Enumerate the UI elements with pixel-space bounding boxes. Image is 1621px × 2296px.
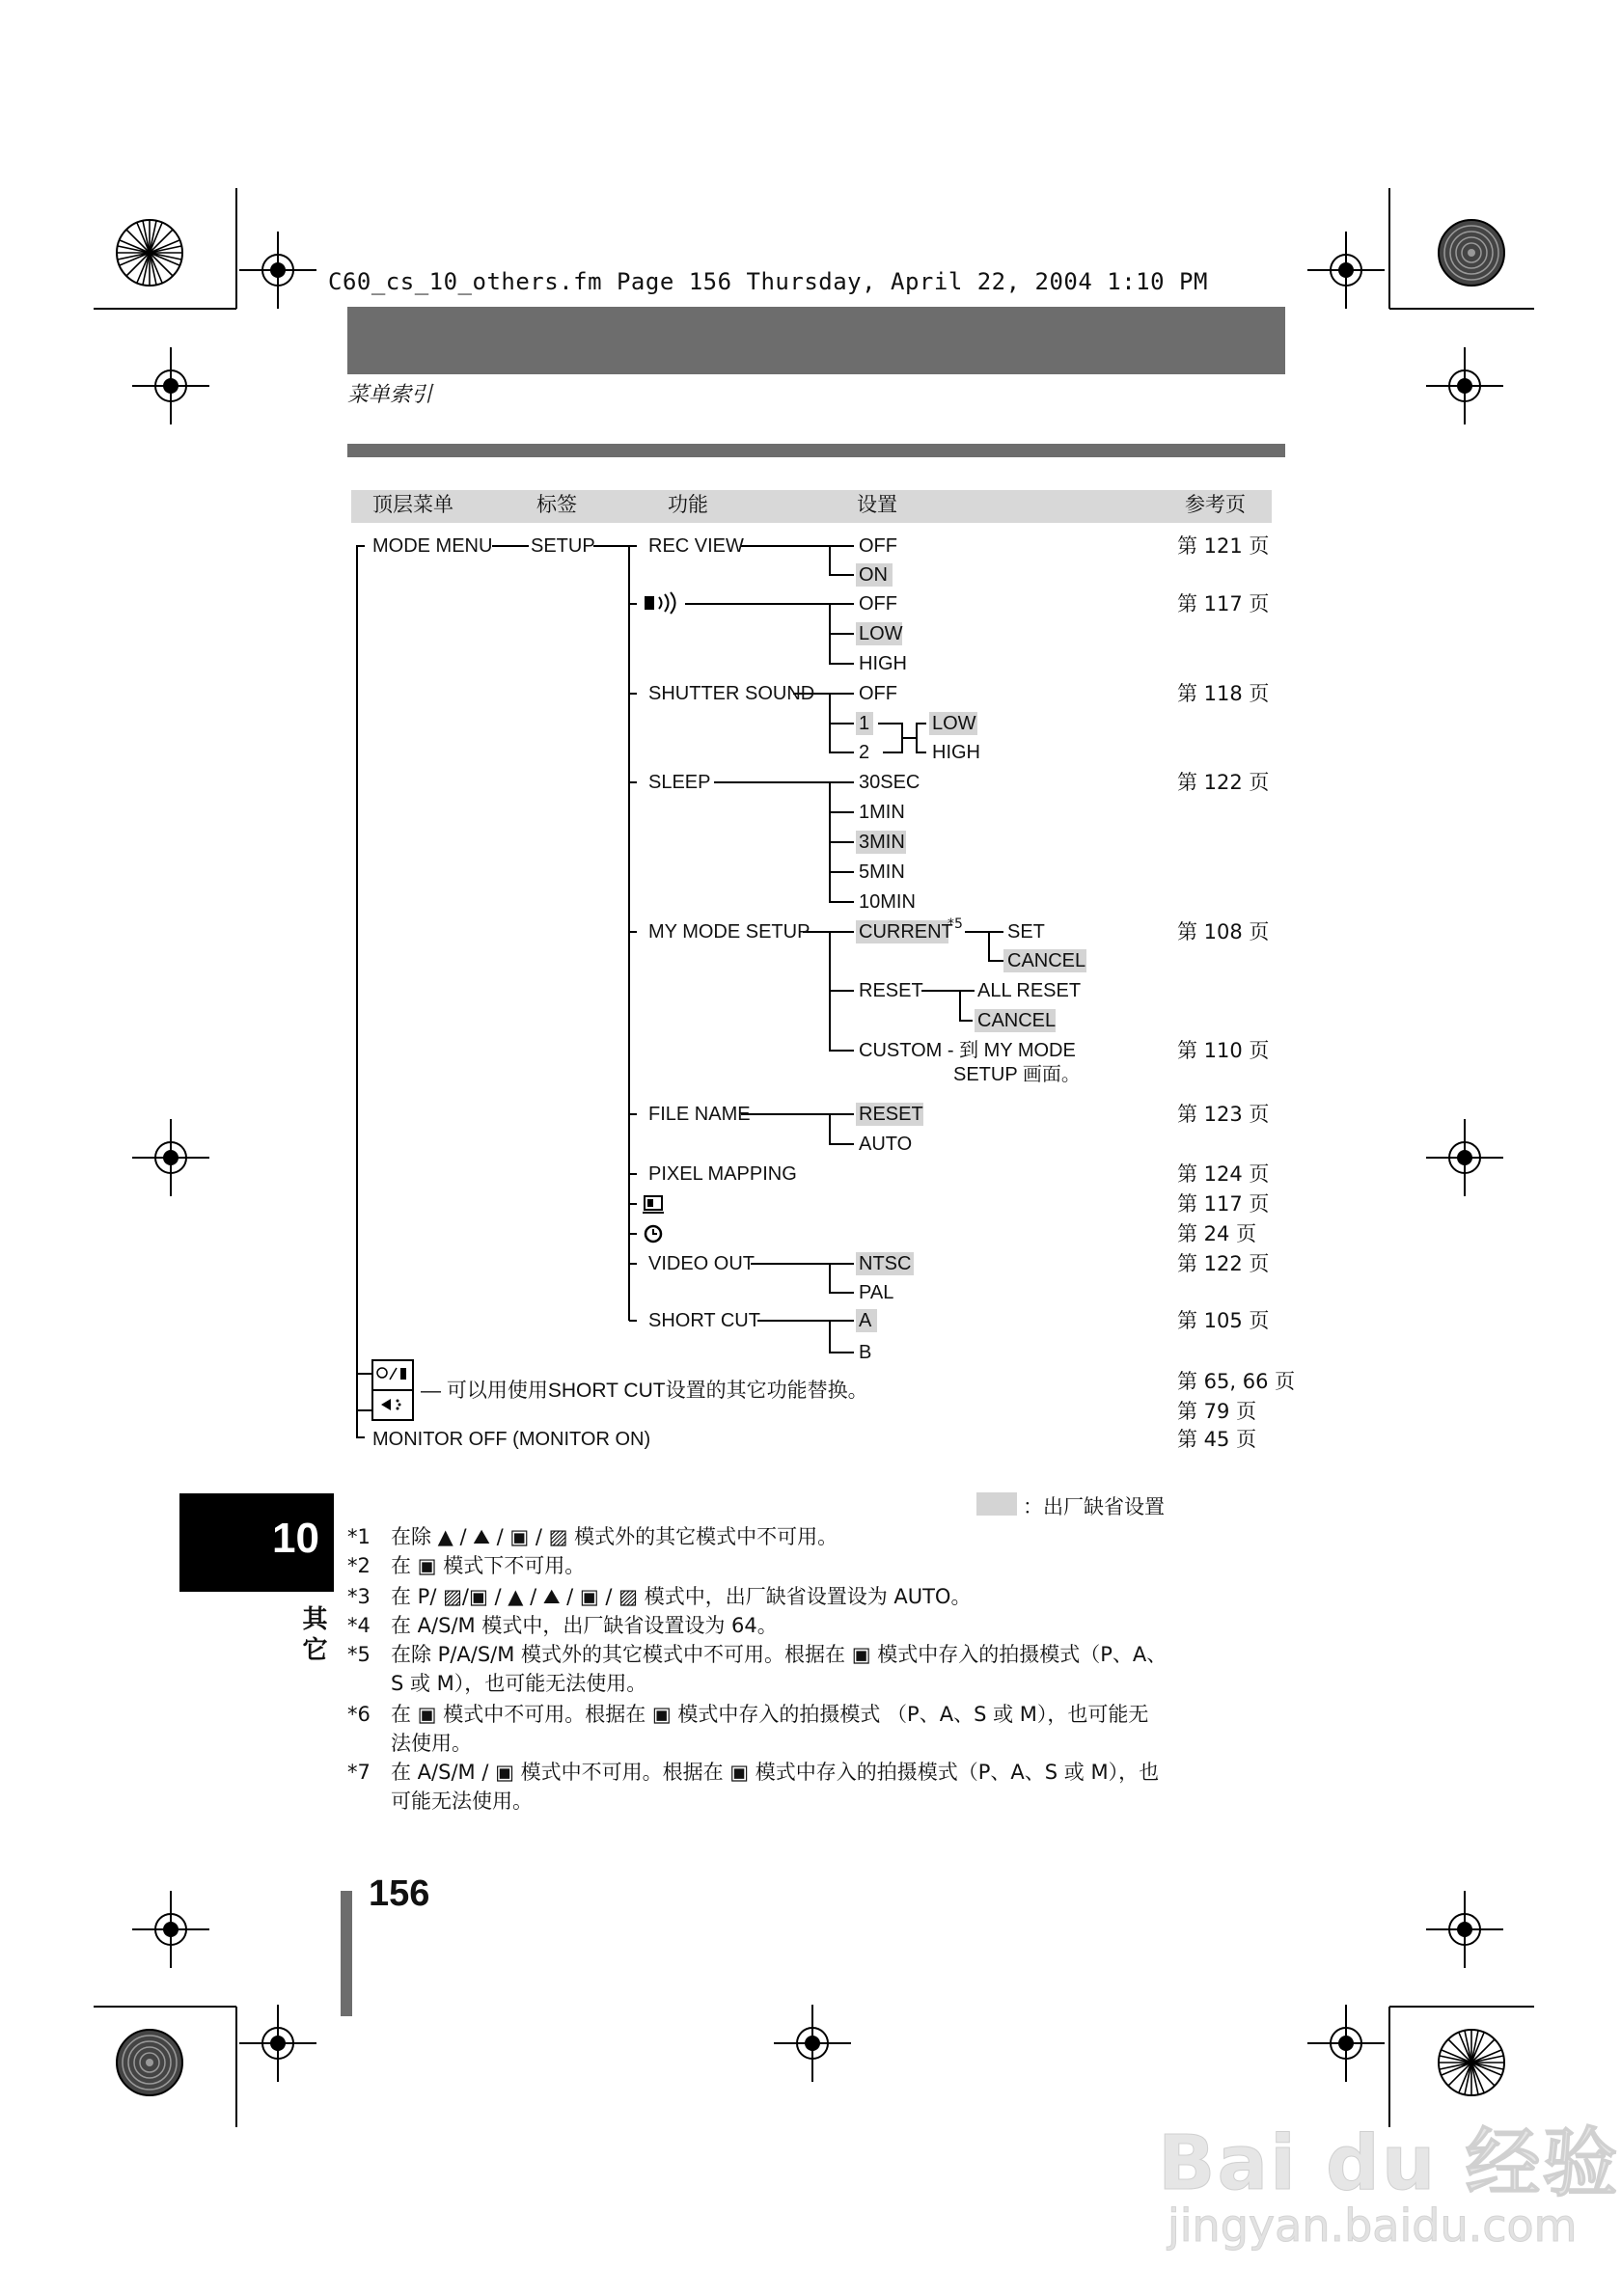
setting-value: HIGH xyxy=(932,742,980,763)
my-mode-setup-label: MY MODE SETUP xyxy=(648,921,810,943)
section-title: 菜单索引 xyxy=(347,383,433,407)
chapter-label: 其它 xyxy=(298,1605,327,1667)
page-ref: 第 108 页 xyxy=(1177,920,1270,943)
footnote-ref: *5 xyxy=(948,916,963,932)
setting-value: 3MIN xyxy=(859,832,905,853)
setting-value: LOW xyxy=(859,623,903,644)
mode-menu-label: MODE MENU xyxy=(372,535,493,557)
footnote-text: 在 ▣ 模式中不可用。根据在 ▣ 模式中存入的拍摄模式 （P、A、S 或 M），也可能无 xyxy=(391,1703,1149,1726)
legend-text: ：出厂缺省设置 xyxy=(1023,1495,1165,1518)
custom-setting: CUSTOM - 到 MY MODE xyxy=(859,1040,1076,1061)
setup-label: SETUP xyxy=(531,535,595,557)
page-ref: 第 121 页 xyxy=(1177,534,1270,558)
flash-icon xyxy=(381,1399,401,1410)
setting-value: B xyxy=(859,1342,872,1363)
page-number: 156 xyxy=(369,1873,430,1914)
col-top-menu: 顶层菜单 xyxy=(372,494,453,516)
rec-view-label: REC VIEW xyxy=(648,535,744,557)
footnote-text: 在除 P/A/S/M 模式外的其它模式中不可用。根据在 ▣ 模式中存入的拍摄模式（P、A、 xyxy=(391,1643,1168,1666)
page-ref: 第 122 页 xyxy=(1177,771,1270,794)
page-ref: 第 122 页 xyxy=(1177,1252,1270,1275)
footnote-key: *4 xyxy=(347,1614,371,1637)
setting-value: 1MIN xyxy=(859,802,905,823)
page-ref: 第 110 页 xyxy=(1177,1039,1270,1062)
page-ref: 第 117 页 xyxy=(1177,1192,1270,1216)
setting-value: OFF xyxy=(859,683,897,704)
footnote-key: *7 xyxy=(347,1761,371,1784)
custom-setting-cont: SETUP 画面。 xyxy=(953,1064,1081,1085)
footnote-key: *5 xyxy=(347,1643,371,1666)
sleep-label: SLEEP xyxy=(648,772,711,793)
col-tab: 标签 xyxy=(536,494,577,516)
page-ref: 第 117 页 xyxy=(1177,592,1270,615)
setting-value: OFF xyxy=(859,535,897,557)
footnote-text: 可能无法使用。 xyxy=(391,1790,533,1813)
setting-value: RESET xyxy=(859,1104,923,1125)
watermark-url: jingyan.baidu.com xyxy=(1168,2200,1578,2252)
setting-value: OFF xyxy=(859,593,897,615)
setting-value: RESET xyxy=(859,980,923,1001)
footnote-key: *6 xyxy=(347,1703,371,1726)
setting-value: 5MIN xyxy=(859,861,905,883)
chapter-number: 10 xyxy=(272,1515,319,1562)
footnote-key: *2 xyxy=(347,1554,371,1577)
footnote-text: 在 ▣ 模式下不可用。 xyxy=(391,1554,586,1577)
footnote-text: 在 P/ ▨/▣ / ▲ / ⛰ / ▣ / ▨ 模式中，出厂缺省设置设为 AUTO。 xyxy=(391,1585,972,1608)
setting-value: CURRENT xyxy=(859,921,953,943)
page-ref: 第 124 页 xyxy=(1177,1162,1270,1186)
page-ref: 第 65, 66 页 xyxy=(1177,1370,1296,1393)
page-ref: 第 24 页 xyxy=(1177,1222,1257,1245)
footnote-text: S 或 M），也可能无法使用。 xyxy=(391,1672,647,1695)
page-ref: 第 45 页 xyxy=(1177,1428,1257,1451)
setting-value: SET xyxy=(1007,921,1045,943)
setting-value: PAL xyxy=(859,1282,894,1303)
monitor-off-label: MONITOR OFF (MONITOR ON) xyxy=(372,1429,651,1450)
col-function: 功能 xyxy=(668,494,708,516)
page-ref: 第 79 页 xyxy=(1177,1400,1257,1423)
setting-value: 10MIN xyxy=(859,891,916,913)
lcd-brightness-icon xyxy=(643,1196,664,1213)
footnote-text: 在除 ▲ / ⛰ / ▣ / ▨ 模式外的其它模式中不可用。 xyxy=(391,1525,838,1548)
setting-value: CANCEL xyxy=(1007,950,1086,971)
file-name-label: FILE NAME xyxy=(648,1104,751,1125)
file-header: C60_cs_10_others.fm Page 156 Thursday, April 22, 2004 1:10 PM xyxy=(328,268,1208,295)
shutter-sound-label: SHUTTER SOUND xyxy=(648,683,815,704)
setting-value: 1 xyxy=(859,713,870,734)
shortcut-note: — 可以用使用SHORT CUT设置的其它功能替换。 xyxy=(421,1380,868,1402)
setting-value: ON xyxy=(859,564,888,586)
col-reference: 参考页 xyxy=(1185,494,1246,516)
page-ref: 第 105 页 xyxy=(1177,1309,1270,1332)
setting-value: NTSC xyxy=(859,1253,912,1274)
short-cut-label: SHORT CUT xyxy=(648,1310,760,1331)
footnote-text: 在 A/S/M / ▣ 模式中不可用。根据在 ▣ 模式中存入的拍摄模式（P、A、S 或 M），也 xyxy=(391,1761,1160,1784)
footnote-key: *1 xyxy=(347,1525,371,1548)
col-setting: 设置 xyxy=(857,494,897,516)
video-out-label: VIDEO OUT xyxy=(648,1253,756,1274)
footnote-text: 法使用。 xyxy=(391,1732,472,1755)
page-ref: 第 118 页 xyxy=(1177,682,1270,705)
setting-value: 2 xyxy=(859,742,870,763)
page-ref: 第 123 页 xyxy=(1177,1103,1270,1126)
pixel-mapping-label: PIXEL MAPPING xyxy=(648,1163,797,1185)
beep-icon xyxy=(645,592,675,614)
setting-value: CANCEL xyxy=(977,1010,1057,1031)
self-timer-remote-icon xyxy=(377,1368,406,1380)
setting-value: ALL RESET xyxy=(977,980,1082,1001)
setting-value: 30SEC xyxy=(859,772,920,793)
watermark-brand: Bai du 经验 xyxy=(1158,2120,1620,2207)
footnote-key: *3 xyxy=(347,1585,371,1608)
setting-value: AUTO xyxy=(859,1134,913,1155)
setting-value: A xyxy=(859,1310,872,1331)
setting-value: LOW xyxy=(932,713,976,734)
clock-icon xyxy=(646,1226,661,1242)
footnote-text: 在 A/S/M 模式中，出厂缺省设置设为 64。 xyxy=(391,1614,778,1637)
setting-value: HIGH xyxy=(859,653,907,674)
